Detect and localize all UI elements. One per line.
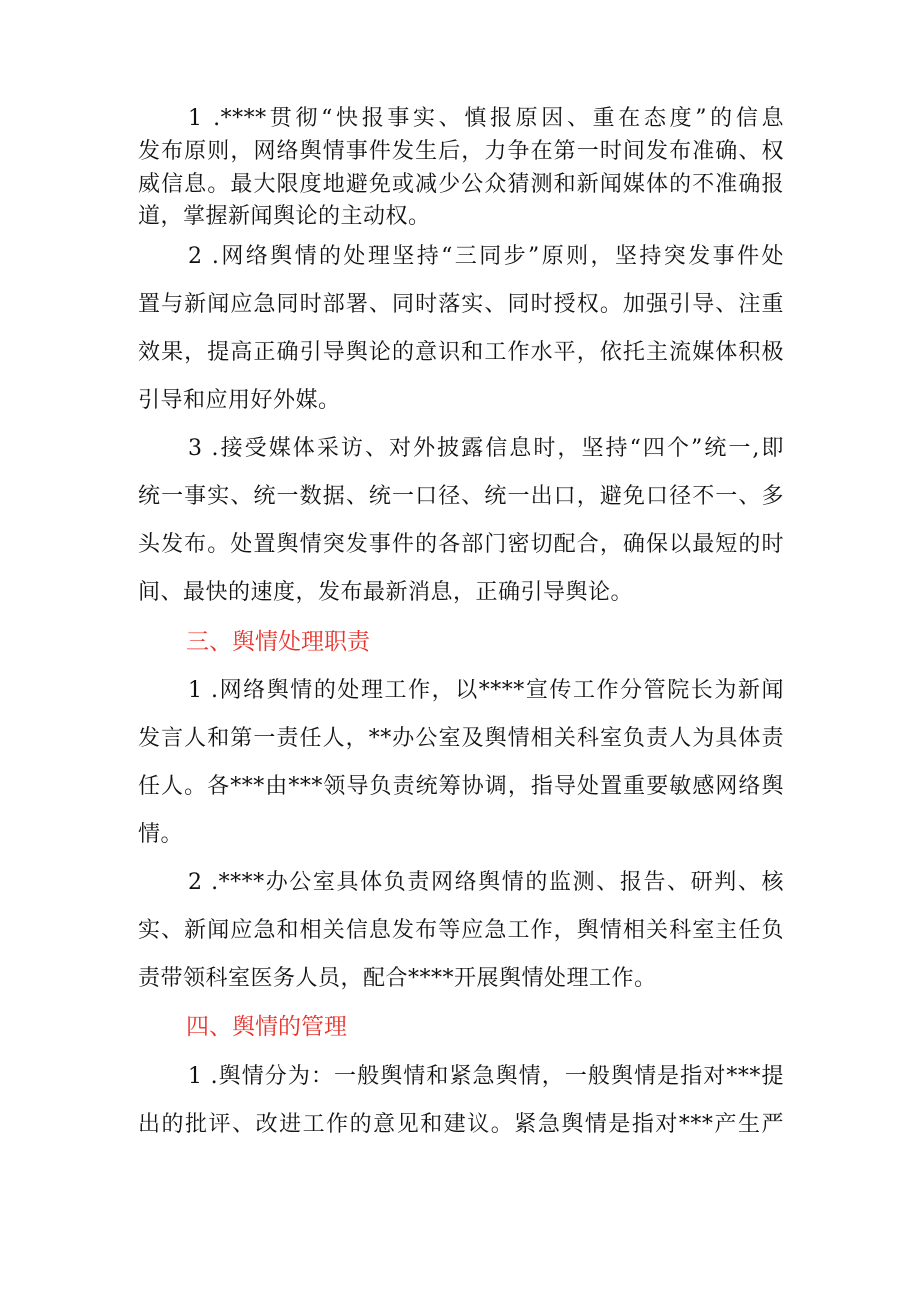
paragraph-1-line-2: 发布原则，网络舆情事件发生后，力争在第一时间发布准确、权 [138, 139, 784, 164]
paragraph-2-line-4: 引导和应用好外媒。 [138, 388, 341, 413]
paragraph-2-line-3: 效果，提高正确引导舆论的意识和工作水平，依托主流媒体积极 [138, 340, 784, 365]
paragraph-3-line-3: 头发布。处置舆情突发事件的各部门密切配合，确保以最短的时 [138, 532, 784, 557]
paragraph-5-line-2: 实、新闻应急和相关信息发布等应急工作，舆情相关科室主任负 [138, 918, 784, 943]
paragraph-2-line-1: 2 .网络舆情的处理坚持“三同步”原则，坚持突发事件处 [188, 244, 784, 269]
paragraph-1-line-1: 1 .****贯彻“快报事实、慎报原因、重在态度”的信息 [188, 106, 784, 131]
paragraph-5-line-1: 2 .****办公室具体负责网络舆情的监测、报告、研判、核 [188, 870, 784, 895]
paragraph-3-line-1: 3 .接受媒体采访、对外披露信息时，坚持“四个”统一,即 [188, 436, 784, 461]
paragraph-3-line-4: 间、最快的速度，发布最新消息，正确引导舆论。 [138, 580, 634, 605]
paragraph-6-line-1: 1 .舆情分为：一般舆情和紧急舆情，一般舆情是指对***提 [188, 1064, 784, 1089]
paragraph-4-line-3: 任人。各***由***领导负责统筹协调，指导处置重要敏感网络舆 [138, 774, 784, 799]
paragraph-2-line-2: 置与新闻应急同时部署、同时落实、同时授权。加强引导、注重 [138, 292, 784, 317]
paragraph-6-line-2: 出的批评、改进工作的意见和建议。紧急舆情是指对***产生严 [138, 1112, 784, 1137]
paragraph-3-line-2: 统一事实、统一数据、统一口径、统一出口，避免口径不一、多 [138, 484, 784, 509]
section-heading-management: 四、舆情的管理 [186, 1014, 347, 1040]
paragraph-4-line-4: 情。 [138, 822, 184, 847]
paragraph-5-line-3: 责带领科室医务人员，配合****开展舆情处理工作。 [138, 966, 657, 991]
paragraph-1-line-3: 威信息。最大限度地避免或减少公众猜测和新闻媒体的不准确报 [138, 172, 784, 197]
paragraph-4-line-2: 发言人和第一责任人，**办公室及舆情相关科室负责人为具体责 [138, 726, 784, 751]
section-heading-responsibilities: 三、舆情处理职责 [186, 629, 370, 655]
paragraph-1-line-4: 道，掌握新闻舆论的主动权。 [138, 204, 431, 229]
paragraph-4-line-1: 1 .网络舆情的处理工作，以****宣传工作分管院长为新闻 [188, 678, 784, 703]
